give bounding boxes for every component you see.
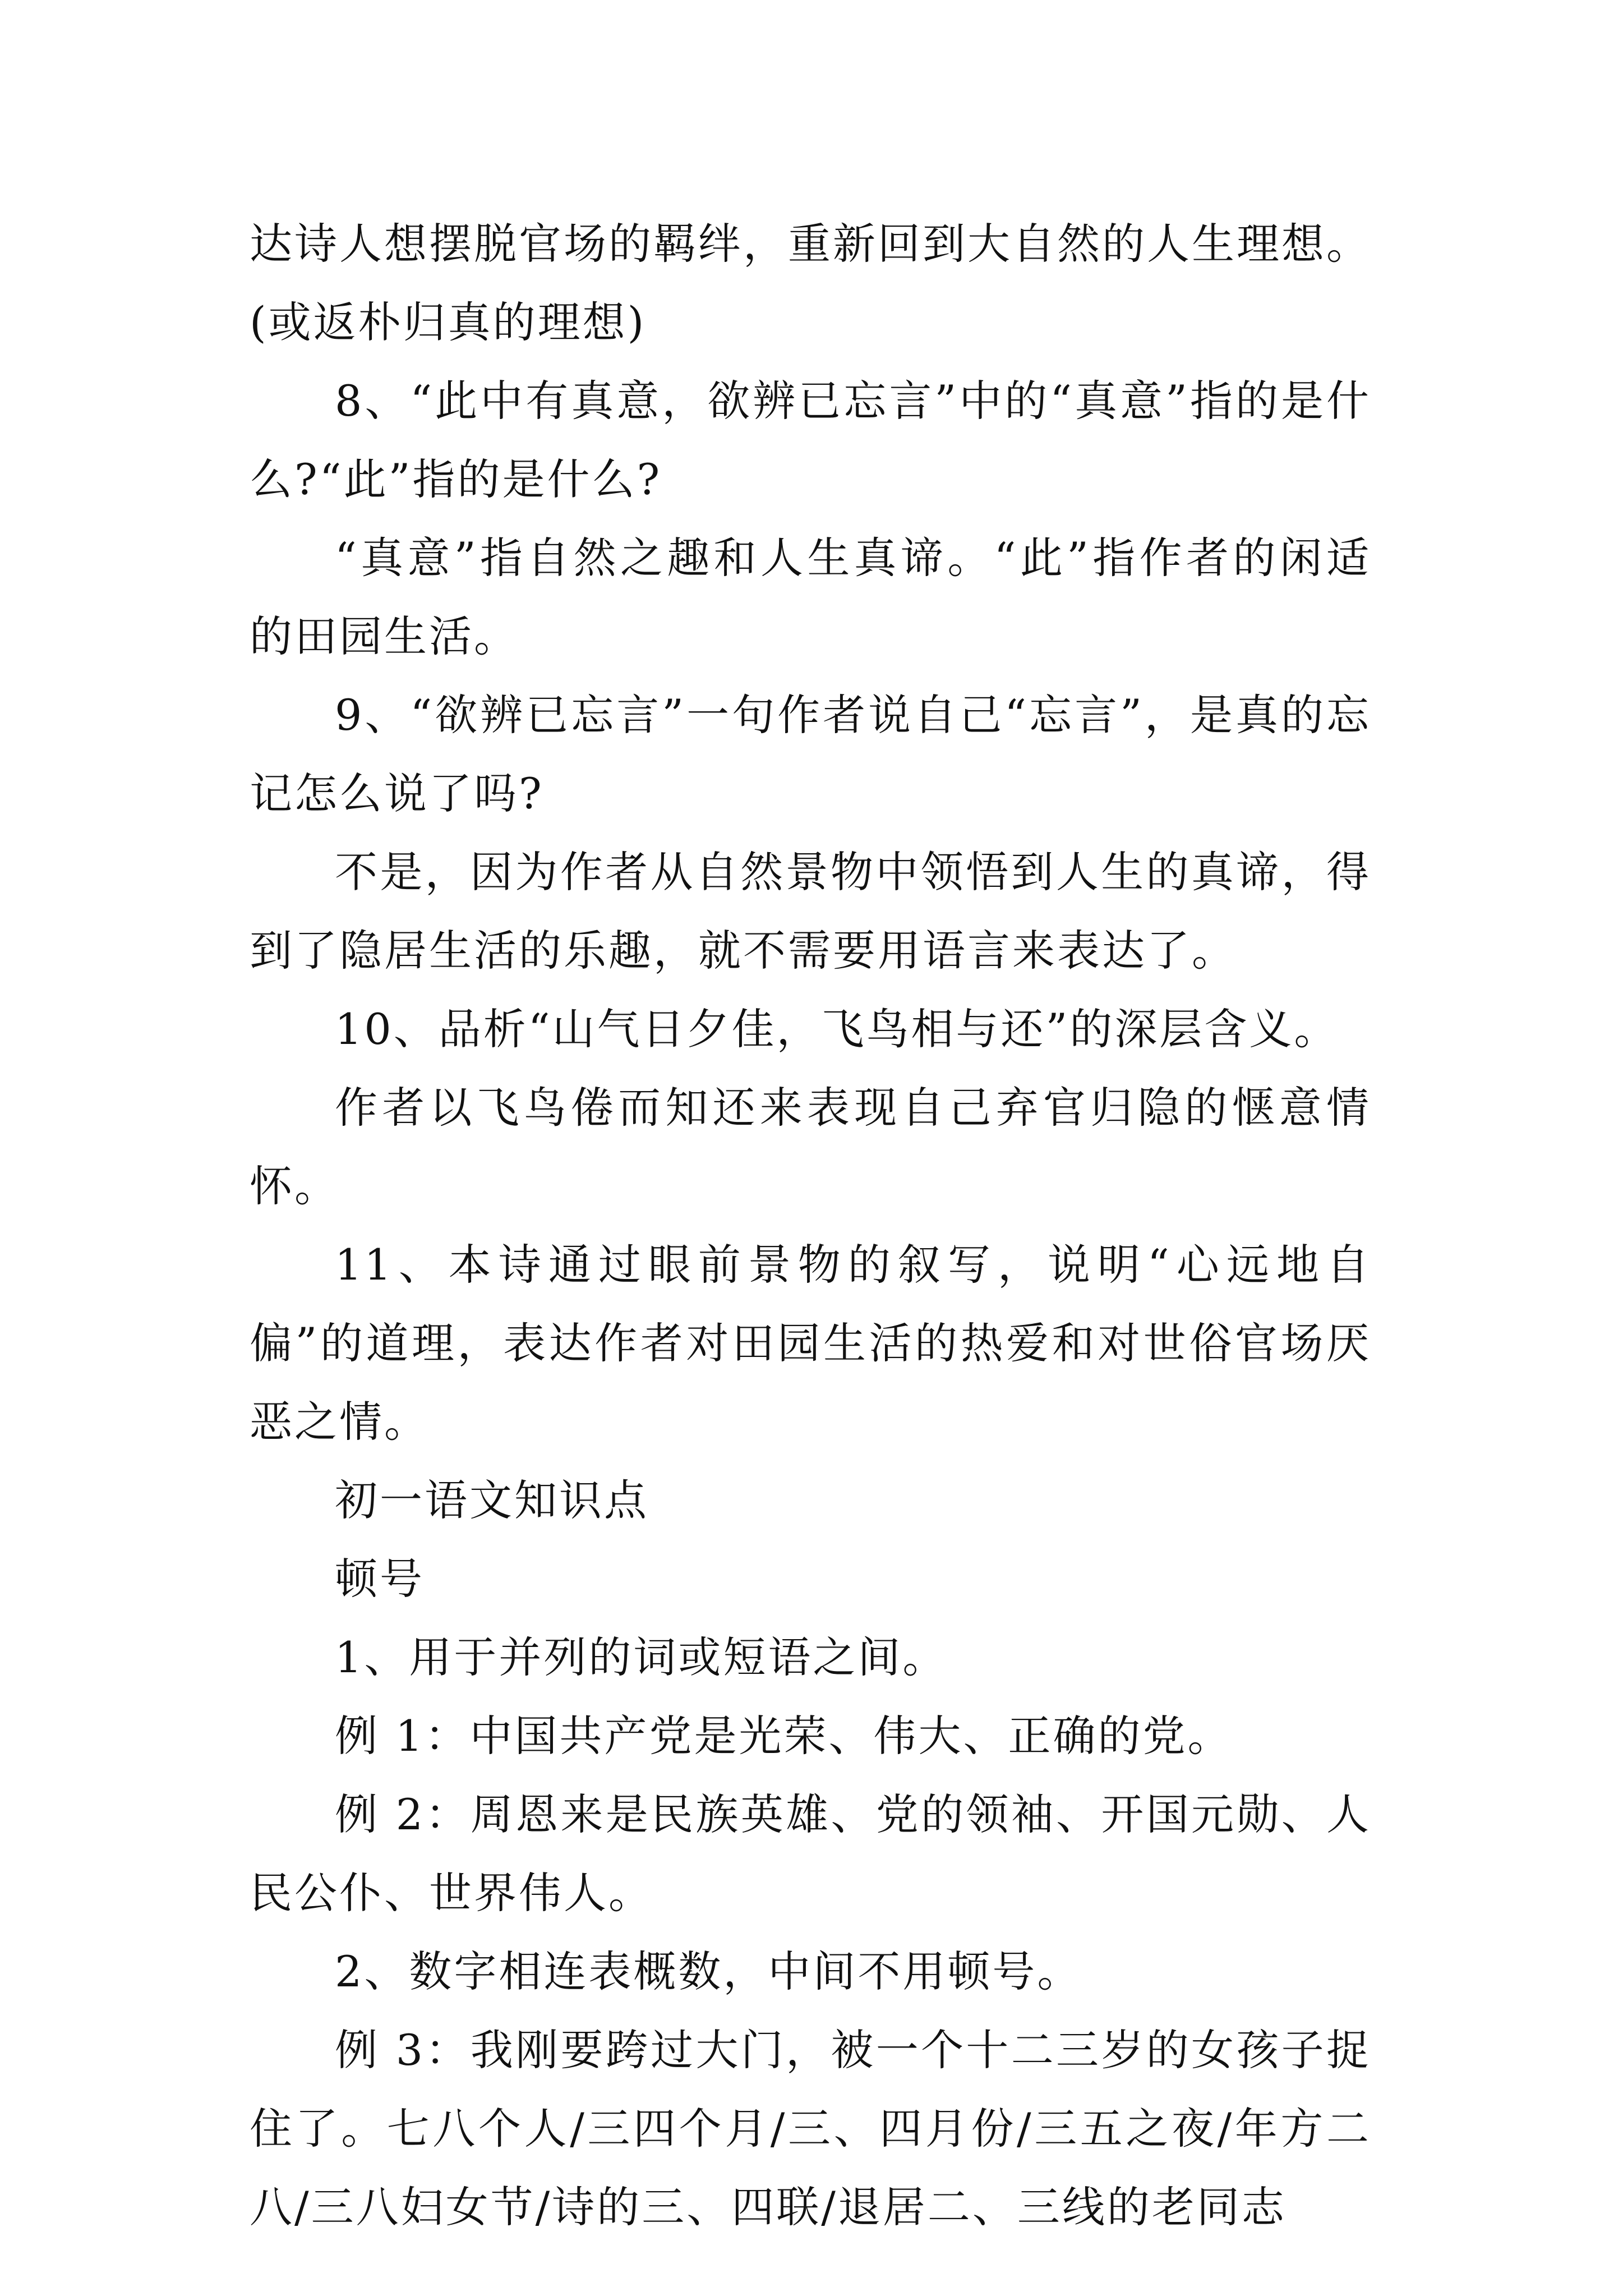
paragraph: 不是，因为作者从自然景物中领悟到人生的真谛，得到了隐居生活的乐趣，就不需要用语言来表达了。 bbox=[250, 847, 1371, 976]
paragraph: 8、“此中有真意，欲辨已忘言”中的“真意”指的是什么?“此”指的是什么? bbox=[250, 376, 1371, 504]
paragraph: 1、用于并列的词或短语之间。 bbox=[335, 1632, 948, 1682]
example-paragraph: 例 3：我刚要跨过大门，被一个十二三岁的女孩子捉住了。七八个人/三四个月/三、四月份/三五之夜/年方二八/三八妇女节/诗的三、四联/退居二、三线的老同志 bbox=[250, 2025, 1371, 2232]
paragraph: 达诗人想摆脱官场的羁绊，重新回到大自然的人生理想。(或返朴归真的理想) bbox=[250, 219, 1371, 347]
example-paragraph: 例 1：中国共产党是光荣、伟大、正确的党。 bbox=[335, 1711, 1233, 1761]
section-title: 初一语文知识点 bbox=[335, 1475, 649, 1525]
paragraph: 11、本诗通过眼前景物的叙写，说明“心远地自偏”的道理，表达作者对田园生活的热爱和对世俗官场厌恶之情。 bbox=[250, 1240, 1371, 1447]
paragraph: 2、数字相连表概数，中间不用顿号。 bbox=[335, 1947, 1082, 1996]
example-paragraph: 例 2：周恩来是民族英雄、党的领袖、开国元勋、人民公仆、世界伟人。 bbox=[250, 1789, 1371, 1918]
paragraph: 作者以飞鸟倦而知还来表现自己弃官归隐的惬意情怀。 bbox=[250, 1083, 1371, 1211]
paragraph: 9、“欲辨已忘言”一句作者说自己“忘言”，是真的忘记怎么说了吗? bbox=[250, 690, 1371, 818]
document-body bbox=[250, 205, 1371, 2247]
subsection-title: 顿号 bbox=[335, 1554, 425, 1604]
paragraph: “真意”指自然之趣和人生真谛。“此”指作者的闲适的田园生活。 bbox=[250, 533, 1371, 661]
paragraph: 10、品析“山气日夕佳，飞鸟相与还”的深层含义。 bbox=[335, 1004, 1339, 1054]
